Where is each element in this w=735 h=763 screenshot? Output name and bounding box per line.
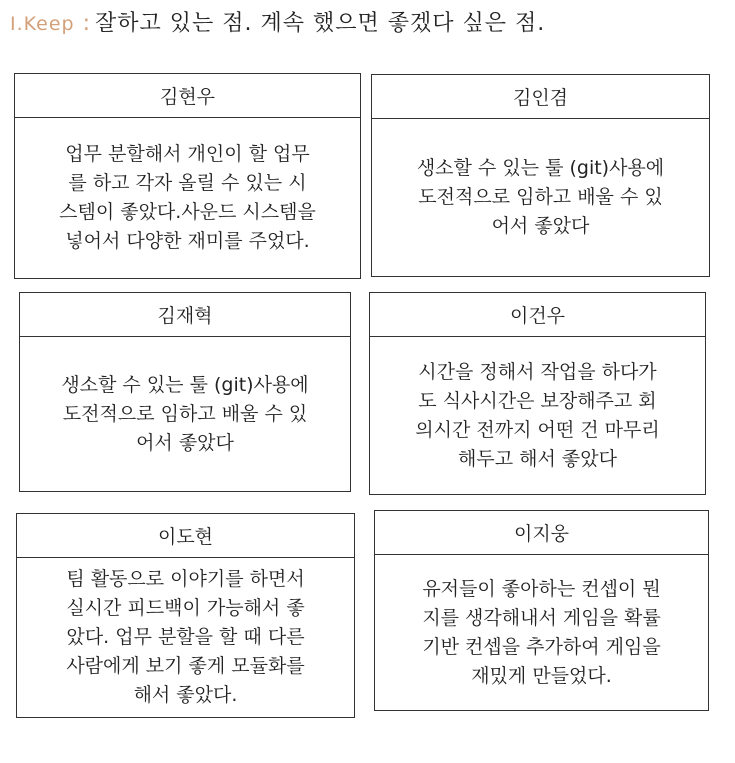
- feedback-card-4: [369, 292, 706, 495]
- feedback-card-2: [371, 74, 710, 277]
- card-line: 지를 생각해내서 게임을 확률: [422, 606, 661, 629]
- feedback-card-3: [19, 292, 351, 492]
- card-name: 이건우: [370, 293, 705, 337]
- card-body: [370, 337, 705, 494]
- card-line: 시간을 정해서 작업을 하다가: [418, 360, 657, 383]
- page-title: [10, 6, 545, 37]
- feedback-card-5: [16, 513, 355, 718]
- title-colon: :: [82, 11, 92, 36]
- card-line: 넣어서 다양한 재미를 주었다.: [65, 230, 310, 252]
- card-line: 해두고 해서 좋았다: [458, 447, 617, 470]
- card-line: 의시간 전까지 어떤 건 마무리: [415, 418, 660, 441]
- card-line: 재밌게 만들었다.: [471, 664, 612, 687]
- feedback-card-1: [14, 73, 361, 279]
- card-line: 생소할 수 있는 툴 (git)사용에: [416, 157, 665, 179]
- card-body: [20, 337, 350, 491]
- card-line: 기반 컨셉을 추가하여 게임을: [422, 635, 661, 658]
- card-line: 유저들이 좋아하는 컨셉이 뭔: [422, 577, 661, 600]
- card-body: [17, 558, 354, 717]
- card-line: 팀 활동으로 이야기를 하면서: [66, 568, 305, 590]
- card-body: [15, 118, 360, 278]
- card-name: 이지웅: [375, 511, 708, 555]
- card-name: 이도현: [17, 514, 354, 558]
- card-line: 도전적으로 임하고 배울 수 있: [418, 186, 663, 208]
- card-line: 실시간 피드백이 가능해서 좋: [66, 597, 305, 619]
- card-line: 어서 좋았다: [136, 431, 234, 454]
- card-line: 사람에게 보기 좋게 모듈화를: [66, 655, 305, 677]
- card-line: 도전적으로 임하고 배울 수 있: [62, 402, 308, 425]
- page-subtitle: 잘하고 있는 점. 계속 했으면 좋겠다 싶은 점.: [95, 11, 546, 36]
- keep-keyword: I.Keep: [10, 13, 75, 35]
- card-line: 생소할 수 있는 툴 (git)사용에: [61, 373, 309, 396]
- card-line: 았다. 업무 분할을 할 때 다른: [66, 626, 305, 648]
- card-body: [372, 119, 709, 276]
- card-name: 김재혁: [20, 293, 350, 337]
- card-name: 김현우: [15, 74, 360, 118]
- card-line: 도 식사시간은 보장해주고 회: [418, 389, 657, 412]
- card-line: 스템이 좋았다.사운드 시스템을: [59, 201, 316, 223]
- card-line: 업무 분할해서 개인이 할 업무: [65, 143, 310, 165]
- feedback-card-6: [374, 510, 709, 711]
- card-line: 를 하고 각자 올릴 수 있는 시: [68, 172, 307, 194]
- card-body: [375, 555, 708, 710]
- card-line: 어서 좋았다: [491, 215, 590, 237]
- card-line: 해서 좋았다.: [133, 684, 238, 706]
- card-name: 김인겸: [372, 75, 709, 119]
